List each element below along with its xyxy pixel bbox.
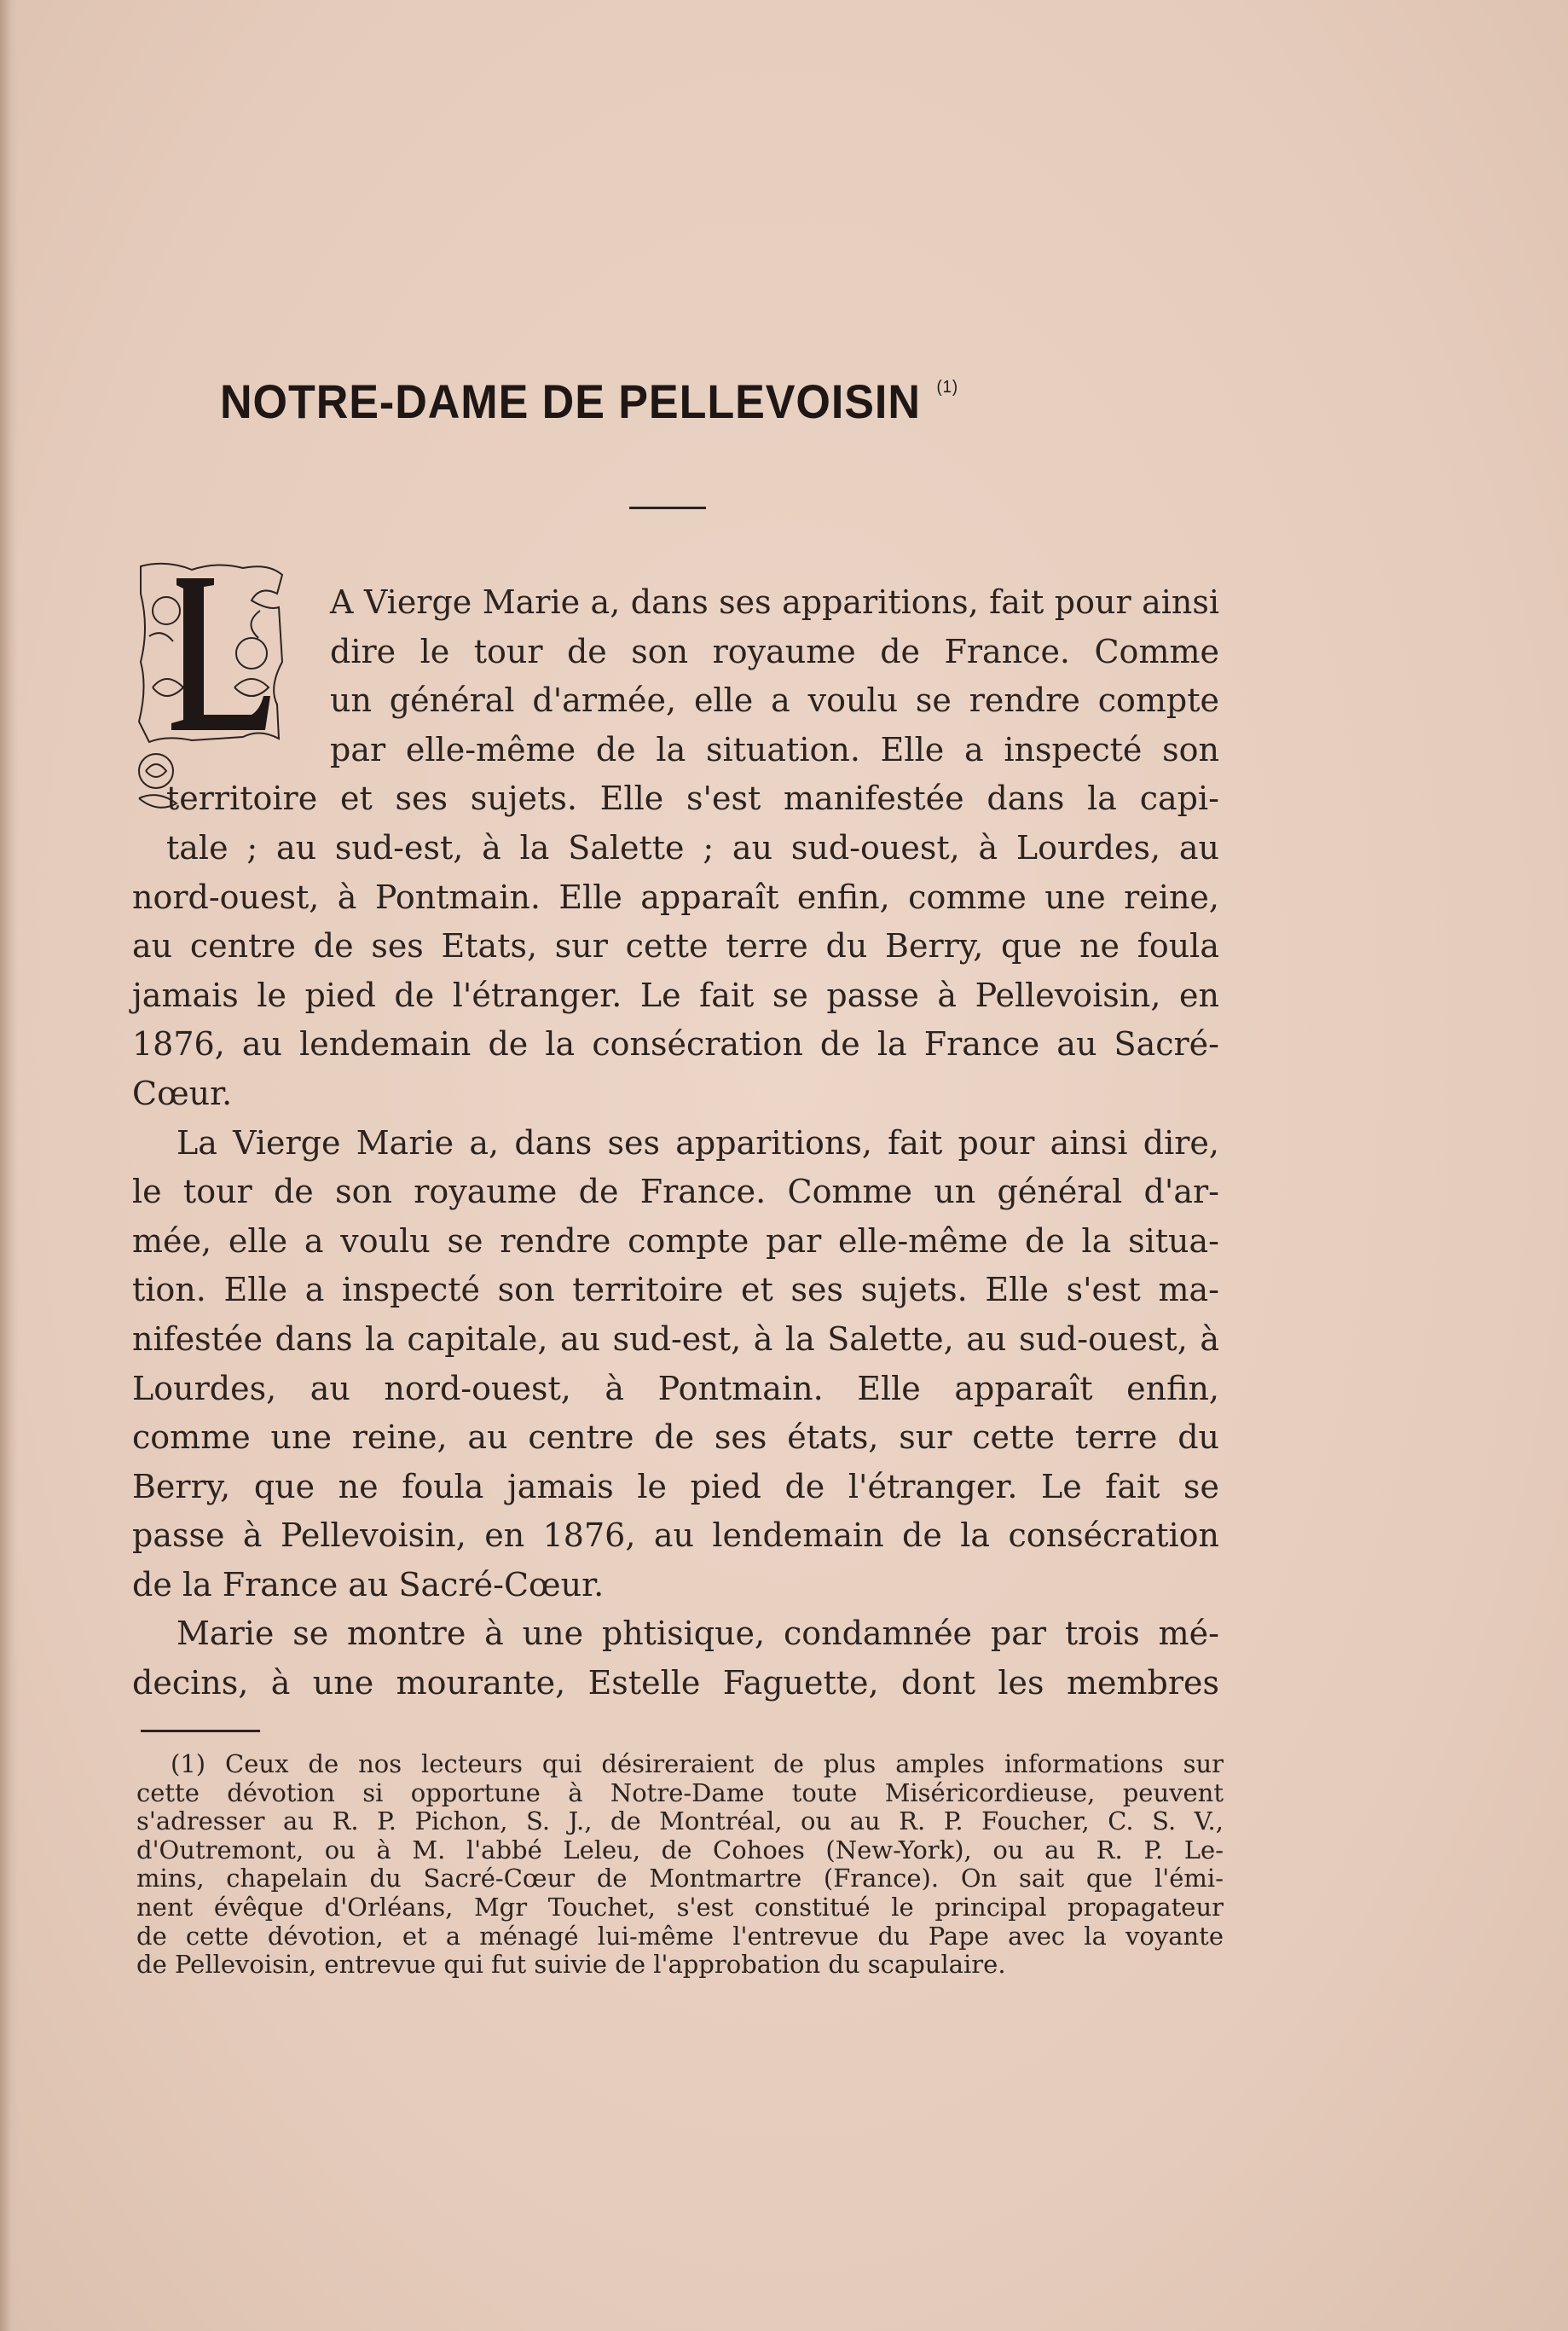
footnote-divider	[141, 1730, 260, 1732]
text-line: par elle-même de la situation. Elle a inspecté son	[330, 730, 1219, 768]
text-line: territoire et ses sujets. Elle s'est manifestée dans la capi-	[166, 780, 1219, 818]
text-line: jamais le pied de l'étranger. Le fait se passe à Pellevoisin, en	[132, 976, 1219, 1014]
text-line: Berry, que ne foula jamais le pied de l'étranger. Le fait se	[132, 1467, 1219, 1505]
text-line: passe à Pellevoisin, en 1876, au lendemain de la consécration	[132, 1516, 1219, 1555]
book-spine-shadow	[0, 0, 19, 2331]
ornamental-dropcap	[132, 560, 286, 815]
text-line: mée, elle a voulu se rendre compte par elle-même de la situa-	[132, 1221, 1219, 1260]
text-line: Marie se montre à une phtisique, condamnée par trois mé-	[176, 1615, 1219, 1653]
text-line: decins, à une mourante, Estelle Faguette, dont les membres	[132, 1664, 1219, 1702]
text-line: Lourdes, au nord-ouest, à Pontmain. Elle apparaît enfin,	[132, 1369, 1219, 1407]
text-line: au centre de ses Etats, sur cette terre du Berry, que ne foula	[132, 927, 1219, 965]
title-text: NOTRE-DAME DE PELLEVOISIN	[220, 374, 921, 428]
paragraph-3	[132, 1609, 1219, 1708]
text-line: tale ; au sud-est, à la Salette ; au sud-ouest, à Lourdes, au	[166, 828, 1219, 867]
text-line: un général d'armée, elle a voulu se rendre compte	[330, 681, 1219, 720]
title-footnote-marker: (1)	[936, 378, 959, 397]
footnote-line: d'Outremont, ou à M. l'abbé Leleu, de Cohoes (New-York), ou au R. P. Le-	[136, 1835, 1224, 1864]
paragraph-1	[132, 578, 1219, 1119]
text-line: La Vierge Marie a, dans ses apparitions, fait pour ainsi dire,	[176, 1123, 1219, 1162]
text-line: de la France au Sacré-Cœur.	[132, 1565, 605, 1603]
footnote-line: (1) Ceux de nos lecteurs qui désireraient de plus amples informations sur	[171, 1749, 1224, 1778]
title-divider	[629, 507, 706, 509]
text-line: tion. Elle a inspecté son territoire et ses sujets. Elle s'est ma-	[132, 1271, 1219, 1309]
text-line: nord-ouest, à Pontmain. Elle apparaît enfin, comme une reine,	[132, 878, 1219, 916]
text-line: nifestée dans la capitale, au sud-est, à la Salette, au sud-ouest, à	[132, 1319, 1219, 1358]
footnote-line: de cette dévotion, et a ménagé lui-même l'entrevue du Pape avec la voyante	[136, 1921, 1224, 1951]
paragraph-2	[132, 1119, 1219, 1610]
main-text	[132, 560, 1219, 1708]
footnote-line: nent évêque d'Orléans, Mgr Touchet, s'est constitué le principal propagateur	[136, 1892, 1224, 1922]
text-line: comme une reine, au centre de ses états, sur cette terre du	[132, 1418, 1219, 1457]
footnote	[136, 1750, 1224, 1980]
text-line: Cœur.	[132, 1074, 233, 1112]
text-line: 1876, au lendemain de la consécration de la France au Sacré-	[132, 1025, 1219, 1064]
page-title	[220, 374, 1076, 429]
footnote-line: s'adresser au R. P. Pichon, S. J., de Montréal, ou au R. P. Foucher, C. S. V.,	[136, 1806, 1224, 1836]
text-line: dire le tour de son royaume de France. Comme	[330, 632, 1219, 670]
footnote-line: mins, chapelain du Sacré-Cœur de Montmartre (France). On sait que l'émi-	[136, 1864, 1224, 1893]
footnote-line: cette dévotion si opportune à Notre-Dame toute Miséricordieuse, peuvent	[136, 1777, 1224, 1807]
text-line: le tour de son royaume de France. Comme un général d'ar-	[132, 1173, 1219, 1211]
text-line: A Vierge Marie a, dans ses apparitions, fait pour ainsi	[330, 583, 1219, 621]
footnote-line: de Pellevoisin, entrevue qui fut suivie de l'approbation du scapulaire.	[136, 1950, 1006, 1980]
